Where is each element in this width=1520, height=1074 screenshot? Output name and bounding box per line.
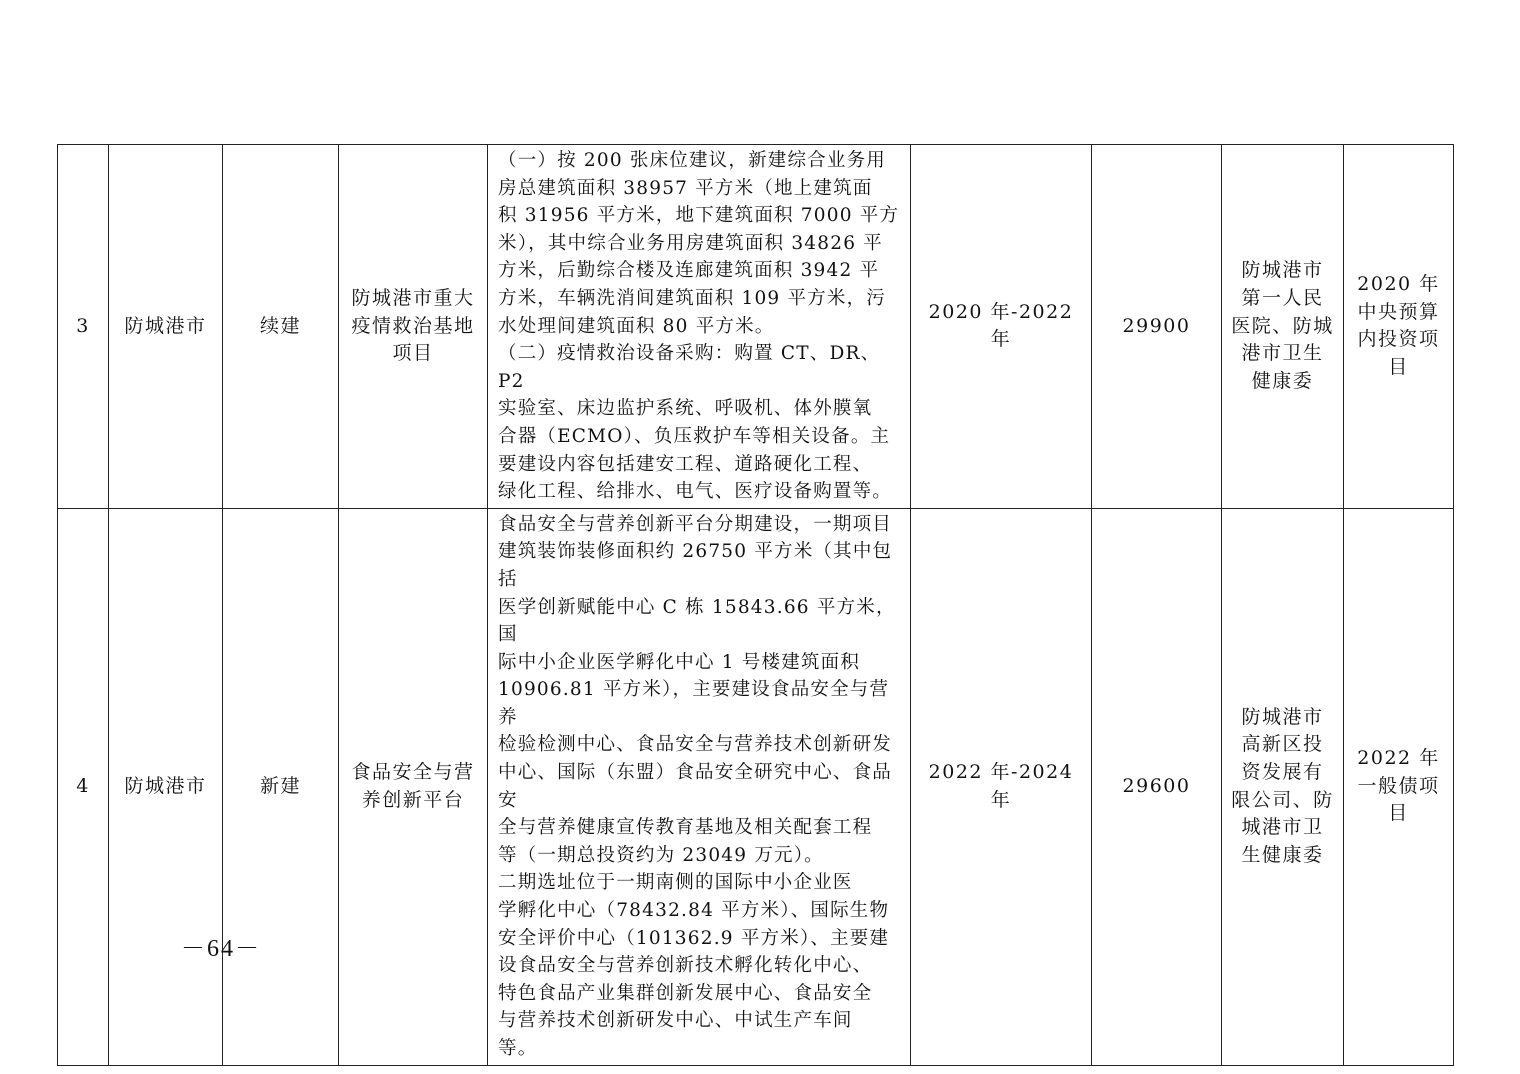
row-build-type: 续建 xyxy=(223,145,339,509)
table-row xyxy=(58,145,1454,509)
row-period: 2020 年-2022 年 xyxy=(911,145,1092,509)
row-description xyxy=(488,508,911,1065)
row-project-name: 食品安全与营 养创新平台 xyxy=(339,508,488,1065)
row-fund-source: 2020 年 中央预算 内投资项 目 xyxy=(1344,145,1454,509)
row-investment: 29600 xyxy=(1092,508,1222,1065)
page-number: －64－ xyxy=(181,936,261,962)
row-period: 2022 年-2024 年 xyxy=(911,508,1092,1065)
row-city: 防城港市 xyxy=(109,145,223,509)
row-project-name: 防城港市重大 疫情救治基地 项目 xyxy=(339,145,488,509)
description-paragraph: 二期选址位于一期南侧的国际中小企业医 学孵化中心（78432.84 平方米）、国际生物 安全评价中心（101362.9 平方米）、主要建 设食品安全与营养创新技术孵化转化中心、 特色食品产业集群创新发展中心、食品安全 与营养技术创新研发中心、中试生产车间 等。 xyxy=(498,872,890,1059)
row-fund-source: 2022 年 一般债项 目 xyxy=(1344,508,1454,1065)
row-owner: 防城港市 第一人民 医院、防城 港市卫生 健康委 xyxy=(1222,145,1344,509)
row-owner: 防城港市 高新区投 资发展有 限公司、防 城港市卫 生健康委 xyxy=(1222,508,1344,1065)
project-table xyxy=(57,144,1454,1066)
description-paragraph: （二）疫情救治设备采购：购置 CT、DR、 P2 实验室、床边监护系统、呼吸机、体外膜氧 合器（ECMO）、负压救护车等相关设备。主 要建设内容包括建安工程、道路硬化工程、 绿化工程、给排水、电气、医疗设备购置等。 xyxy=(498,343,893,503)
row-investment: 29900 xyxy=(1092,145,1222,509)
table-row xyxy=(58,508,1454,1065)
row-city: 防城港市 xyxy=(109,508,223,1065)
description-paragraph: （一）按 200 张床位建议，新建综合业务用 房总建筑面积 38957 平方米（地上建筑面 积 31956 平方米，地下建筑面积 7000 平方 米），其中综合业务用房建筑面积 34826 平 方米，后勤综合楼及连廊建筑面积 3942 平 方米，车辆洗消间建筑面积 109 平方米，污 水处理间建筑面积 80 平方米。 xyxy=(498,150,900,337)
row-description xyxy=(488,145,911,509)
row-index: 4 xyxy=(58,508,109,1065)
row-index: 3 xyxy=(58,145,109,509)
description-paragraph: 食品安全与营养创新平台分期建设，一期项目 建筑装饰装修面积约 26750 平方米（其中包括 医学创新赋能中心 C 栋 15843.66 平方米，国 际中小企业医学孵化中心 1 号楼建筑面积 10906.81 平方米），主要建设食品安全与营养 检验检测中心、食品安全与营养技术创新研发 中心、国际（东盟）食品安全研究中心、食品安 全与营养健康宣传教育基地及相关配套工程 等（一期总投资约为 23049 万元）。 xyxy=(498,513,896,866)
row-build-type: 新建 xyxy=(223,508,339,1065)
